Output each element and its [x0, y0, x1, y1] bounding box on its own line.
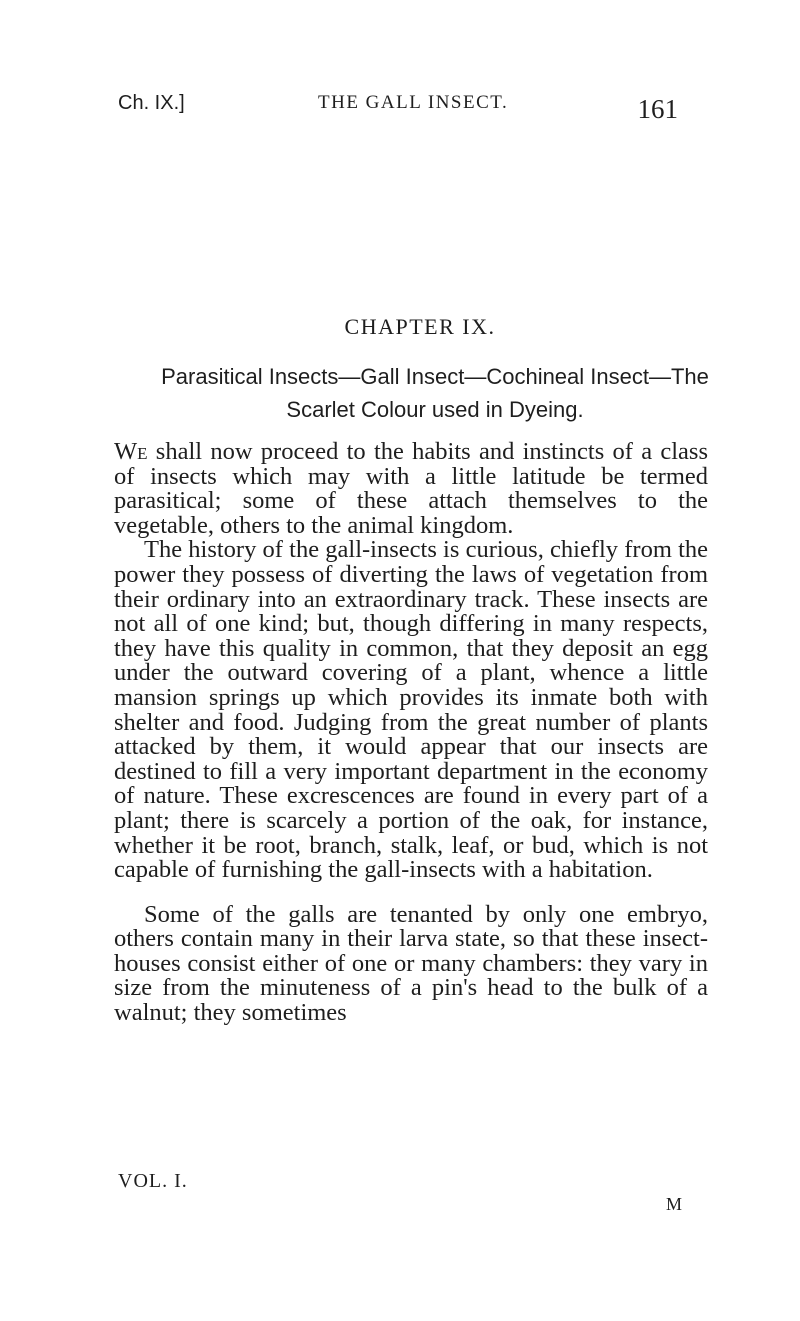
volume-signature: VOL. I. — [118, 1170, 188, 1192]
paragraph-3: Some of the galls are tenanted by only one embryo, others contain many in their larva state, so that these insect-houses consist either of one or many chambers: they vary in size from the minuteness of a pin's head to the bulk of a walnut; they sometimes — [114, 900, 708, 1027]
running-head — [118, 88, 678, 124]
paragraph-initial-word: We — [114, 438, 148, 465]
paragraph-1 — [114, 440, 708, 538]
chapter-synopsis: Parasitical Insects—Gall Insect—Cochineal Insect—The Scarlet Colour used in Dyeing. — [161, 364, 709, 422]
paragraph-1-text: shall now proceed to the habits and instincts of a class of insects which may with a little latitude be termed parasitical; some of these attach themselves to the vegetable, others to the animal kingdom. — [114, 438, 708, 539]
page-number: 161 — [637, 94, 678, 124]
running-head-title: THE GALL INSECT. — [318, 92, 509, 113]
body-text — [114, 440, 708, 1026]
paragraph-2: The history of the gall-insects is curious, chiefly from the power they possess of diverting the laws of vegetation from their ordinary into an extraordinary track. These insects are not all of one kind; but, though differing in many respects, they have this quality in common, that they deposit an egg under the outward covering of a plant, whence a little mansion springs up which provides its inmate both with shelter and food. Judging from the great number of plants attacked by them, it would appear that our insects are destined to fill a very important department in the economy of nature. These excrescences are found in every part of a plant; there is scarcely a portion of the oak, for instance, whether it be root, branch, stalk, leaf, or bud, which is not capable of furnishing the gall-insects with a habitation. — [114, 536, 708, 884]
chapter-title: CHAPTER IX. — [344, 314, 496, 339]
running-head-chapter: Ch. IX.] — [118, 92, 185, 114]
gathering-signature: M — [666, 1194, 683, 1214]
